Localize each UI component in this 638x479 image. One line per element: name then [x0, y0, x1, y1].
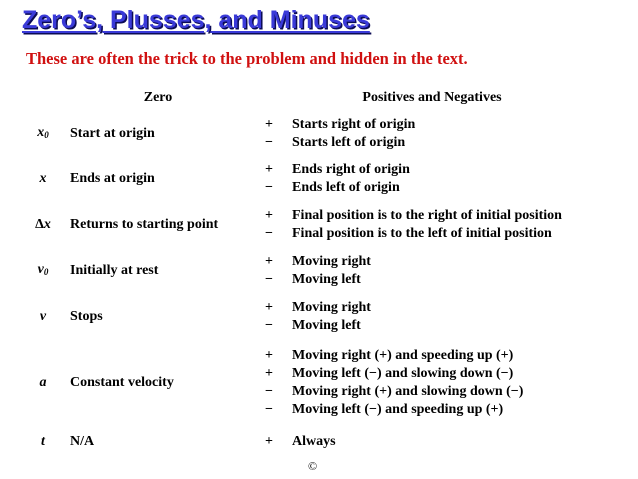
symbol-cell	[22, 156, 64, 202]
desc-line: Final position is to the right of initial position	[292, 208, 562, 223]
zero-cell: Returns to starting point	[70, 217, 219, 232]
sign: +	[265, 254, 273, 269]
desc-line: Moving right	[292, 254, 371, 269]
table-row	[22, 294, 612, 340]
desc-cell	[286, 112, 612, 156]
sign: +	[265, 434, 273, 449]
zero-cell: Stops	[70, 309, 103, 324]
symbol-subscript: 0	[44, 130, 49, 140]
desc-line: Moving left	[292, 272, 361, 287]
symbol: v	[37, 262, 44, 277]
sign: +	[265, 117, 273, 132]
desc-cell	[286, 156, 612, 202]
symbol-cell	[22, 248, 64, 294]
desc-line: Moving left (−) and speeding up (+)	[292, 402, 504, 417]
symbol: a	[39, 375, 47, 390]
sign: −	[265, 226, 273, 241]
desc-line: Ends left of origin	[292, 180, 400, 195]
sign: −	[265, 180, 273, 195]
table-row	[22, 156, 612, 202]
symbol-header	[22, 88, 64, 112]
desc-cell	[286, 248, 612, 294]
signs-cell	[252, 112, 286, 156]
signs-cell	[252, 426, 286, 458]
delta-symbol: Δ	[35, 217, 44, 232]
zero-cell: Ends at origin	[70, 171, 155, 186]
symbol-cell	[22, 294, 64, 340]
sign: +	[265, 162, 273, 177]
desc-cell	[286, 294, 612, 340]
symbol-cell	[22, 340, 64, 426]
sign: −	[265, 384, 273, 399]
desc-line: Ends right of origin	[292, 162, 410, 177]
symbol-subscript: 0	[43, 267, 49, 277]
zero-cell: Initially at rest	[70, 263, 159, 278]
signs-cell	[252, 340, 286, 426]
desc-line: Starts right of origin	[292, 117, 416, 132]
subtitle: These are often the trick to the problem and hidden in the text.	[26, 49, 468, 68]
desc-line: Final position is to the left of initial position	[292, 226, 552, 241]
desc-line: Moving right (+) and speeding up (+)	[292, 348, 514, 363]
zero-cell: Start at origin	[70, 126, 155, 141]
sign: +	[265, 208, 273, 223]
desc-line: Starts left of origin	[292, 135, 406, 150]
symbol-cell	[22, 202, 64, 248]
posneg-header: Positives and Negatives	[362, 90, 502, 105]
table-row	[22, 426, 612, 458]
copyright-mark: ©	[308, 459, 318, 473]
desc-line: Moving left	[292, 318, 361, 333]
desc-cell	[286, 340, 612, 426]
sign: +	[265, 348, 273, 363]
signs-cell	[252, 156, 286, 202]
sign: −	[265, 135, 273, 150]
table-row	[22, 202, 612, 248]
table-row	[22, 112, 612, 156]
sign: −	[265, 402, 273, 417]
desc-line: Always	[292, 434, 336, 449]
zero-header: Zero	[143, 90, 173, 105]
zero-cell: Constant velocity	[70, 375, 174, 390]
sign: −	[265, 318, 273, 333]
desc-line: Moving right (+) and slowing down (−)	[292, 384, 524, 399]
desc-line: Moving right	[292, 300, 371, 315]
page-title: Zero’s, Plusses, and Minuses	[22, 6, 370, 34]
desc-cell	[286, 202, 612, 248]
desc-cell	[286, 426, 612, 458]
table-row	[22, 248, 612, 294]
symbol: x	[39, 171, 47, 186]
symbol-cell	[22, 112, 64, 156]
signs-cell	[252, 248, 286, 294]
symbol: x	[37, 125, 45, 140]
sign-table	[22, 88, 612, 458]
signs-cell	[252, 202, 286, 248]
sign: +	[265, 366, 273, 381]
symbol: x	[43, 217, 51, 232]
table-row	[22, 340, 612, 426]
symbol: t	[41, 434, 45, 449]
sign: −	[265, 272, 273, 287]
symbol-cell	[22, 426, 64, 458]
table-header-row	[22, 88, 612, 112]
signs-cell	[252, 294, 286, 340]
desc-line: Moving left (−) and slowing down (−)	[292, 366, 514, 381]
symbol: v	[39, 309, 47, 324]
zero-cell: N/A	[70, 434, 95, 449]
sign: +	[265, 300, 273, 315]
